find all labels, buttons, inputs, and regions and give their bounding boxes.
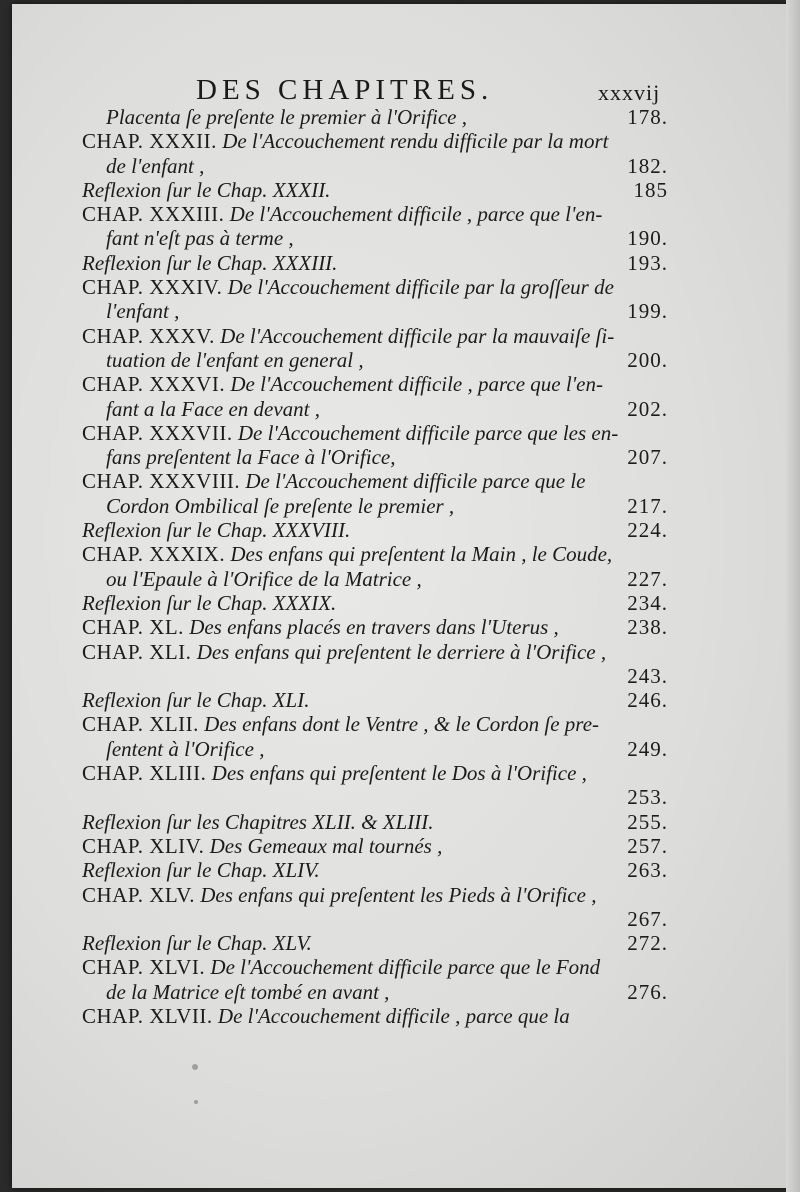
entry-text [106, 154, 204, 178]
chapter-title: l'enfant , [106, 299, 180, 324]
entry-text [82, 834, 442, 858]
chapter-title: tuation de l'enfant en general , [106, 347, 364, 372]
entry-text [82, 178, 330, 202]
page-number: 276. [627, 979, 668, 1004]
chapter-title: Des enfans qui preſentent la Main , le Coude, [225, 542, 613, 567]
chapter-title: De l'Accouchement rendu difficile par la mort [216, 129, 609, 154]
entry-text [106, 299, 179, 323]
chapter-number: CHAP. XXXVII. [82, 420, 233, 445]
header-page-number: xxxvij [598, 80, 661, 105]
chapter-title: de la Matrice eſt tombé en avant , [106, 979, 390, 1004]
chapter-title: Des enfans qui preſentent les Pieds à l'Orifice , [194, 882, 597, 907]
reflexion-entry [82, 688, 668, 712]
entry-continuation [82, 567, 668, 591]
entry-text [82, 931, 312, 955]
entry-text [82, 129, 608, 153]
entry-text [82, 858, 320, 882]
chapter-title: Des Gemeaux mal tournés , [204, 833, 443, 858]
chapter-entry [82, 640, 668, 664]
reflexion-entry [82, 178, 668, 202]
chapter-number: CHAP. XL. [82, 615, 184, 640]
chapter-entry [82, 955, 668, 979]
page-number: 199. [627, 299, 668, 324]
chapter-entry [82, 324, 668, 348]
entry-text [82, 372, 603, 396]
page-number: 207. [627, 445, 668, 470]
entry-continuation [82, 445, 668, 469]
entry-continuation [82, 785, 668, 809]
page-number: 200. [627, 347, 668, 372]
page-number: 185 [633, 177, 668, 202]
reflexion-entry [82, 591, 668, 615]
page-number: 234. [627, 590, 668, 615]
reflexion-title: Reflexion ſur le Chap. XLI. [82, 688, 310, 713]
chapter-title: ou l'Epaule à l'Orifice de la Matrice , [106, 566, 422, 591]
chapter-title: De l'Accouchement difficile par la mauvaiſe ſi- [214, 323, 615, 348]
chapter-entry [82, 421, 668, 445]
entry-text [82, 518, 350, 542]
entry-text [82, 688, 309, 712]
reflexion-entry [82, 858, 668, 882]
entry-text [82, 421, 618, 445]
reflexion-entry [82, 810, 668, 834]
running-header [0, 74, 800, 108]
ink-blot [192, 1064, 198, 1070]
entry-text [82, 1004, 570, 1028]
entry-text [82, 591, 336, 615]
entry-continuation [82, 737, 668, 761]
page-number: 255. [627, 809, 668, 834]
entry-continuation [82, 664, 668, 688]
page-number: 227. [627, 566, 668, 591]
chapter-number: CHAP. XLI. [82, 639, 192, 664]
chapter-number: CHAP. XXXIII. [82, 202, 225, 227]
entry-continuation [82, 154, 668, 178]
chapter-number: CHAP. XXXVIII. [82, 469, 241, 494]
entry-text [82, 712, 599, 736]
page-number: 272. [627, 931, 668, 956]
entry-text [82, 955, 600, 979]
reflexion-title: Reflexion ſur le Chap. XXXII. [82, 177, 331, 202]
page-number: 249. [627, 736, 668, 761]
chapter-entry [82, 1004, 668, 1028]
chapter-number: CHAP. XXXIX. [82, 542, 226, 567]
chapter-title: De l'Accouchement difficile parce que le [240, 469, 586, 494]
reflexion-title: Reflexion ſur le Chap. XXXIII. [82, 250, 338, 275]
chapter-entry [82, 712, 668, 736]
page-number: 202. [627, 396, 668, 421]
chapter-entry [82, 615, 668, 639]
entry-text [106, 445, 395, 469]
entry-continuation [82, 348, 668, 372]
entry-continuation [82, 299, 668, 323]
chapter-number: CHAP. XLV. [82, 882, 195, 907]
entry-continuation [82, 226, 668, 250]
chapter-title: fans preſentent la Face à l'Orifice, [106, 445, 396, 470]
page-number: 193. [627, 250, 668, 275]
chapter-entry [82, 834, 668, 858]
page-number: 246. [627, 688, 668, 713]
chapter-number: CHAP. XLVII. [82, 1003, 213, 1028]
page-number: 224. [627, 518, 668, 543]
page-number: 190. [627, 226, 668, 251]
header-title: DES CHAPITRES. [196, 74, 494, 106]
chapter-entry [82, 883, 668, 907]
chapter-title: Cordon Ombilical ſe preſente le premier , [106, 493, 455, 518]
reflexion-entry [82, 931, 668, 955]
entry-text [106, 397, 320, 421]
entry-text [106, 226, 294, 250]
entry-text [82, 615, 559, 639]
entry-continuation [82, 494, 668, 518]
chapter-title: De l'Accouchement difficile parce que le Fond [205, 955, 601, 980]
reflexion-title: Reflexion ſur le Chap. XXXVIII. [82, 518, 351, 543]
chapter-title: Placenta ſe preſente le premier à l'Orifice , [106, 105, 467, 129]
chapter-number: CHAP. XXXV. [82, 323, 215, 348]
chapter-title: Des enfans placés en travers dans l'Uterus , [183, 615, 559, 640]
entry-text [106, 494, 454, 518]
page-number: 257. [627, 833, 668, 858]
chapter-title: De l'Accouchement difficile par la groſſeur de [222, 275, 614, 300]
entry-text [106, 567, 422, 591]
chapter-number: CHAP. XLVI. [82, 955, 206, 980]
chapter-title: fant n'eſt pas à terme , [106, 226, 294, 251]
entry-continuation [82, 907, 668, 931]
entry-continuation [82, 105, 668, 129]
page-number: 263. [627, 858, 668, 883]
entry-text [106, 737, 264, 761]
chapter-number: CHAP. XXXVI. [82, 372, 226, 397]
chapter-title: ſentent à l'Orifice , [106, 736, 265, 761]
chapter-title: fant a la Face en devant , [106, 396, 321, 421]
entry-text [82, 640, 606, 664]
entry-text [82, 883, 596, 907]
chapter-entry [82, 202, 668, 226]
entry-text [106, 348, 364, 372]
chapter-entry [82, 761, 668, 785]
page-edge [786, 0, 800, 1192]
chapter-title: Des enfans qui preſentent le Dos à l'Orifice , [206, 761, 587, 786]
entry-continuation [82, 397, 668, 421]
reflexion-entry [82, 251, 668, 275]
page-number: 243. [627, 663, 668, 688]
chapter-title: De l'Accouchement difficile , parce que l'en- [225, 372, 603, 397]
chapter-number: CHAP. XLIII. [82, 761, 207, 786]
chapter-number: CHAP. XLII. [82, 712, 199, 737]
chapter-title: Des enfans qui preſentent le derriere à l'Orifice , [191, 639, 607, 664]
table-of-contents [82, 105, 668, 1028]
chapter-number: CHAP. XLIV. [82, 833, 205, 858]
reflexion-title: Reflexion ſur les Chapitres XLII. & XLIII. [82, 809, 434, 834]
chapter-entry [82, 469, 668, 493]
chapter-entry [82, 542, 668, 566]
chapter-title: de l'enfant , [106, 153, 205, 178]
entry-text [82, 469, 586, 493]
entry-continuation [82, 980, 668, 1004]
chapter-title: De l'Accouchement difficile , parce que l'en- [224, 202, 603, 227]
page-number: 238. [627, 615, 668, 640]
chapter-entry [82, 275, 668, 299]
entry-text [82, 251, 337, 275]
chapter-number: CHAP. XXXII. [82, 129, 217, 154]
page-number: 178. [627, 105, 668, 129]
entry-text [82, 324, 614, 348]
chapter-entry [82, 129, 668, 153]
entry-text [106, 980, 389, 1004]
entry-text [82, 761, 587, 785]
entry-text [82, 275, 614, 299]
entry-text [82, 202, 602, 226]
page-number: 267. [627, 906, 668, 931]
chapter-title: Des enfans dont le Ventre , & le Cordon ſe pre- [198, 712, 600, 737]
entry-text [82, 542, 612, 566]
chapter-title: De l'Accouchement difficile , parce que la [212, 1003, 570, 1028]
page-number: 217. [627, 493, 668, 518]
reflexion-title: Reflexion ſur le Chap. XLIV. [82, 858, 320, 883]
chapter-number: CHAP. XXXIV. [82, 275, 223, 300]
page-number: 253. [627, 785, 668, 810]
entry-text [82, 810, 434, 834]
reflexion-title: Reflexion ſur le Chap. XXXIX. [82, 590, 337, 615]
entry-text [106, 105, 467, 129]
page-number: 182. [627, 153, 668, 178]
ink-blot [194, 1100, 198, 1104]
chapter-entry [82, 372, 668, 396]
reflexion-title: Reflexion ſur le Chap. XLV. [82, 931, 312, 956]
chapter-title: De l'Accouchement difficile parce que les en- [232, 420, 619, 445]
reflexion-entry [82, 518, 668, 542]
